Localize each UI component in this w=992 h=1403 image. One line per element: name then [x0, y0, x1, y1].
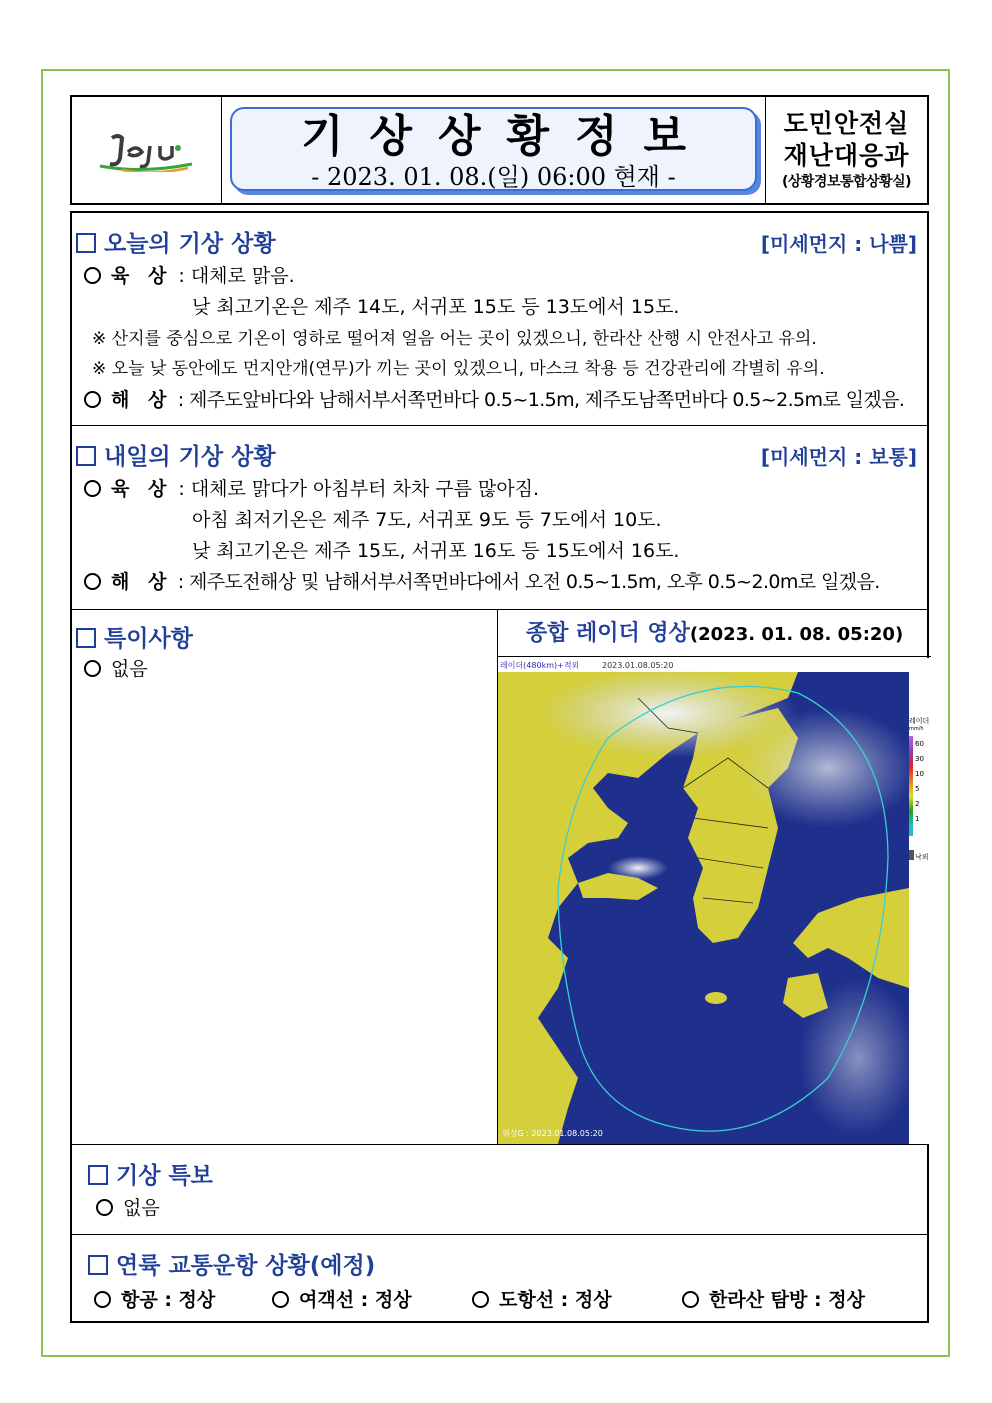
- circle-bullet-icon: [84, 480, 101, 497]
- circle-bullet-icon: [84, 660, 101, 677]
- section-special-radar: [72, 610, 930, 1145]
- transport-item-air: 항공 : 정상: [94, 1285, 215, 1312]
- circle-bullet-icon: [84, 267, 101, 284]
- today-land-2: 낮 최고기온은 제주 14도, 서귀포 15도 등 13도에서 15도.: [192, 296, 680, 318]
- header: [70, 95, 929, 205]
- radar-caption-left: 레이더(480km)+적외: [500, 661, 580, 670]
- tomorrow-land-2: 아침 최저기온은 제주 7도, 서귀포 9도 등 7도에서 10도.: [192, 509, 662, 531]
- dept-line1: 도민안전실: [783, 109, 910, 138]
- section-title-tomorrow: 내일의 기상 상황: [76, 438, 276, 471]
- today-land: 육 상 : 대체로 맑음.: [84, 263, 295, 289]
- checkbox-square-icon: [76, 446, 96, 466]
- section-transport: [72, 1235, 927, 1323]
- section-today: [72, 213, 927, 426]
- tomorrow-land: 육 상 : 대체로 맑다가 아침부터 차차 구름 많아짐.: [84, 476, 539, 502]
- circle-bullet-icon: [682, 1291, 699, 1308]
- title-cell: [222, 97, 765, 203]
- page-subtitle: - 2023. 01. 08.(일) 06:00 현재 -: [311, 163, 676, 191]
- dept-line3: (상황경보통합상황실): [781, 174, 911, 190]
- checkbox-square-icon: [76, 233, 96, 253]
- legend-value-0: 60: [915, 740, 924, 748]
- section-title-today: 오늘의 기상 상황: [76, 225, 276, 258]
- body-box: [70, 211, 929, 1323]
- legend-value-4: 2: [915, 800, 920, 808]
- circle-bullet-icon: [472, 1291, 489, 1308]
- title-box: [230, 107, 757, 191]
- legend-unit: mm/h: [909, 726, 924, 732]
- checkbox-square-icon: [76, 628, 96, 648]
- today-note2: ※ 오늘 낮 동안에도 먼지안개(연무)가 끼는 곳이 있겠으니, 마스크 착용 등 건강관리에 각별히 유의.: [92, 359, 825, 379]
- checkbox-square-icon: [88, 1255, 108, 1275]
- radar-map: [498, 658, 909, 1144]
- jeju-logo: [72, 97, 222, 203]
- radar-legend: [909, 658, 929, 1144]
- dept-line2: 재난대응과: [783, 141, 910, 170]
- legend-value-1: 30: [915, 755, 924, 763]
- section-tomorrow: [72, 426, 927, 610]
- pm-tomorrow: [미세먼지 : 보통]: [760, 445, 917, 469]
- radar-caption-time: 2023.01.08.05:20: [602, 661, 674, 670]
- today-note1: ※ 산지를 중심으로 기온이 영하로 떨어져 얼음 어는 곳이 있겠으니, 한라산 산행 시 안전사고 유의.: [92, 329, 817, 349]
- circle-bullet-icon: [96, 1199, 113, 1216]
- transport-item-hallasan: 한라산 탐방 : 정상: [682, 1285, 865, 1312]
- special-item: 없음: [84, 656, 148, 682]
- circle-bullet-icon: [272, 1291, 289, 1308]
- legend-value-3: 5: [915, 785, 920, 793]
- warning-item: 없음: [96, 1195, 160, 1221]
- circle-bullet-icon: [84, 573, 101, 590]
- page-title: 기상상황정보: [300, 111, 713, 162]
- circle-bullet-icon: [94, 1291, 111, 1308]
- checkbox-square-icon: [88, 1165, 108, 1185]
- radar-caption-bottom: 위성G : 2023.01.08.05:20: [502, 1129, 603, 1138]
- legend-title: 레이더: [909, 717, 930, 725]
- transport-item-island-ferry: 도항선 : 정상: [472, 1285, 612, 1312]
- section-title-warning: 기상 특보: [88, 1157, 213, 1190]
- transport-item-ferry: 여객선 : 정상: [272, 1285, 412, 1312]
- section-title-special: 특이사항: [76, 620, 193, 653]
- today-sea: 해 상 : 제주도앞바다와 남해서부서쪽먼바다 0.5~1.5m, 제주도남쪽먼바다 0.5~2.5m로 일겠음.: [84, 387, 904, 413]
- circle-bullet-icon: [84, 391, 101, 408]
- department: [765, 97, 927, 203]
- radar-image: [498, 658, 909, 1144]
- tomorrow-land-3: 낮 최고기온은 제주 15도, 서귀포 16도 등 15도에서 16도.: [192, 540, 680, 562]
- tomorrow-sea: 해 상 : 제주도전해상 및 남해서부서쪽먼바다에서 오전 0.5~1.5m, 오후 0.5~2.0m로 일겠음.: [84, 569, 880, 595]
- legend-lightning: 낙뢰: [915, 853, 929, 861]
- lightning-swatch: [909, 850, 914, 860]
- legend-colorbar: [909, 736, 913, 836]
- radar-title: 종합 레이더 영상(2023. 01. 08. 05:20): [498, 610, 931, 657]
- section-title-transport: 연륙 교통운항 상황(예정): [88, 1247, 375, 1280]
- legend-value-2: 10: [915, 770, 924, 778]
- jeju-logo-icon: [92, 128, 202, 172]
- pm-today: [미세먼지 : 나쁨]: [760, 232, 917, 256]
- section-warning: [72, 1145, 927, 1235]
- legend-value-5: 1: [915, 815, 920, 823]
